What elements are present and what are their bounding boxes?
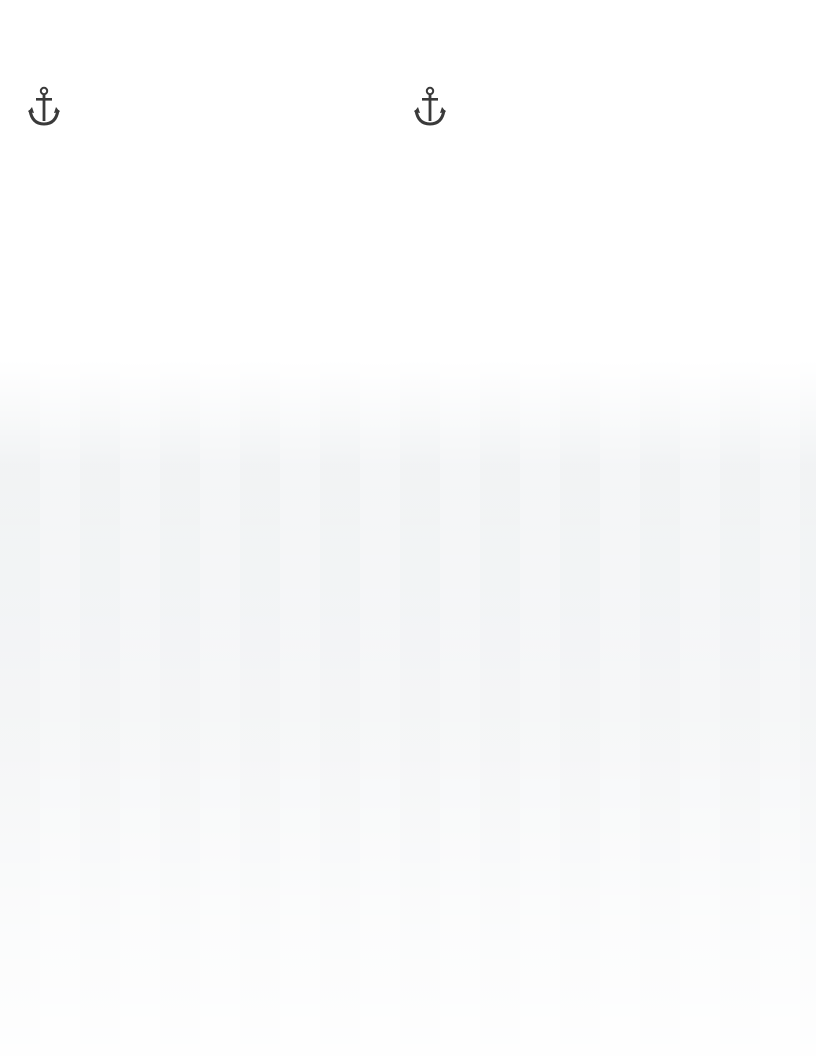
- anchor-icon: [414, 86, 446, 126]
- background-photo: [0, 360, 816, 1056]
- anchor-icon: [28, 86, 60, 126]
